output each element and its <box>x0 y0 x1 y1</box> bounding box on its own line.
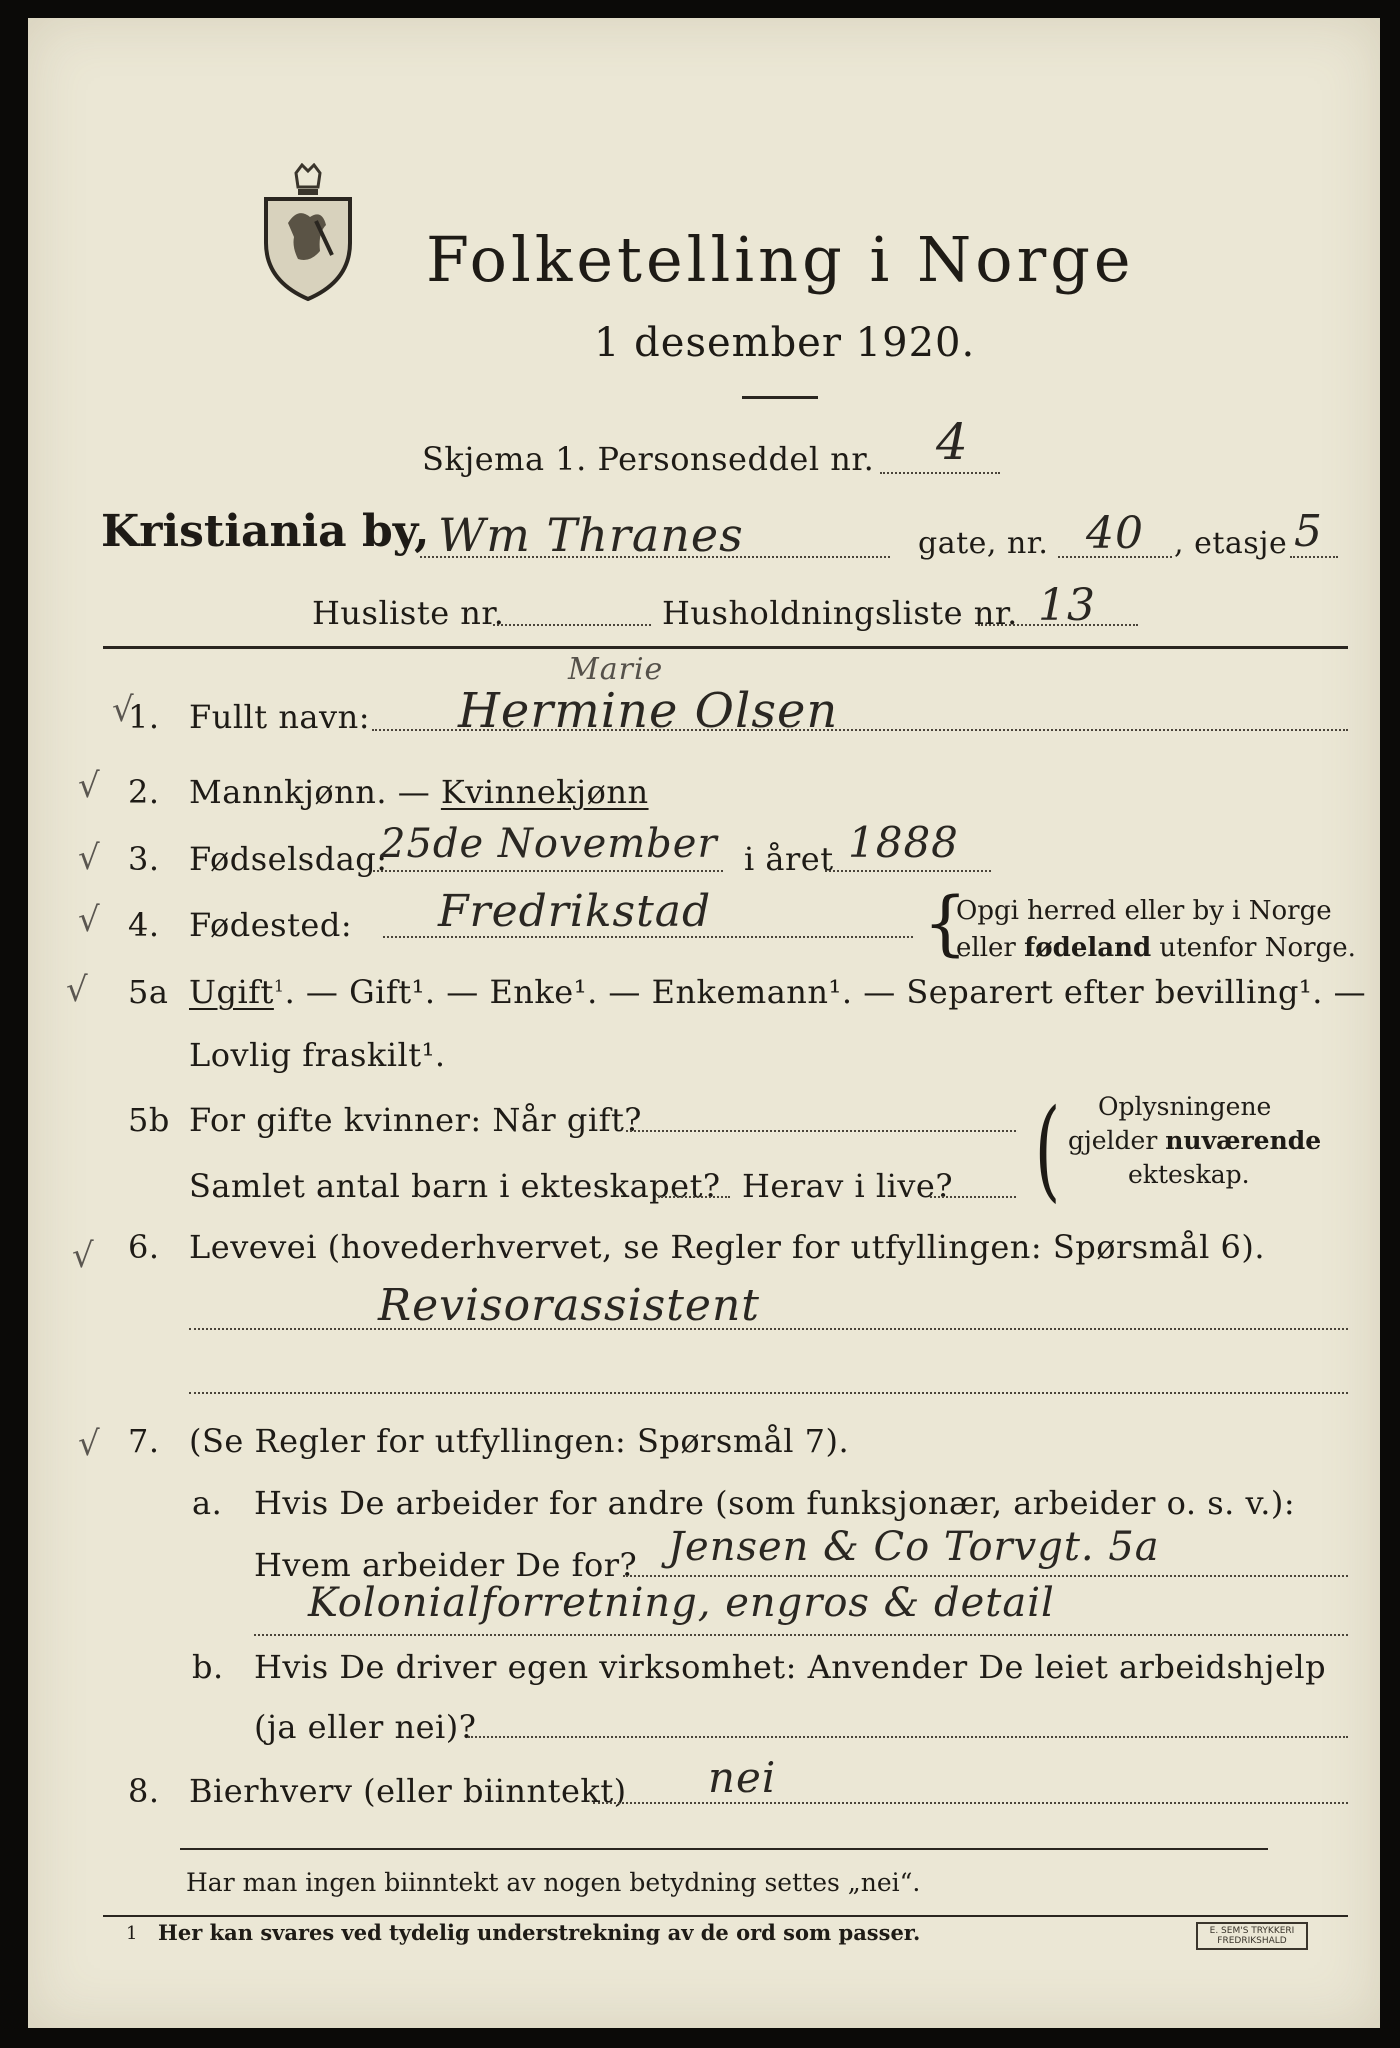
q5a-number: 5a <box>128 973 169 1011</box>
q6-label: Levevei (hovederhvervet, se Regler for utfyllingen: Spørsmål 6). <box>189 1228 1266 1266</box>
check-mark-q5a: √ <box>66 970 88 1010</box>
check-mark-q3: √ <box>78 838 100 878</box>
check-mark-q4: √ <box>78 900 100 940</box>
q5b-children-line <box>658 1196 730 1198</box>
q7b-label2: (ja eller nei)? <box>254 1708 477 1746</box>
q1-label: Fullt navn: <box>189 698 370 736</box>
city-label: Kristiania by, <box>101 506 430 557</box>
q8-label: Bierhverv (eller biinntekt) <box>189 1772 627 1810</box>
q4-note-line1: Opgi herred eller by i Norge <box>956 896 1332 926</box>
q7b-label: Hvis De driver egen virksomhet: Anvender De leiet arbeidshjelp <box>254 1648 1327 1686</box>
husliste-line <box>493 624 651 626</box>
stamp-line1: E. SEM'S TRYKKERI <box>1209 1926 1295 1936</box>
q2-options <box>189 773 649 811</box>
q3-year-line <box>825 870 991 872</box>
option-others: . — Gift¹. — Enke¹. — Enkemann¹. — Separert efter bevilling¹. — <box>284 973 1367 1011</box>
q8-value: nei <box>708 1753 777 1802</box>
q6-line2 <box>189 1392 1348 1394</box>
q3-year: 1888 <box>848 818 959 867</box>
q7a-number: a. <box>192 1484 223 1522</box>
q4-note-fodeland: fødeland <box>1024 933 1152 963</box>
q2-separator: . — <box>376 773 431 811</box>
q7b-line <box>468 1736 1348 1738</box>
q5b-note-line2 <box>1068 1126 1321 1155</box>
q5b-alive-line <box>930 1196 1016 1198</box>
q4-value: Fredrikstad <box>438 886 712 937</box>
header-divider <box>103 646 1348 649</box>
footer-note: Har man ingen biinntekt av nogen betydning settes „nei“. <box>186 1868 921 1897</box>
q4-label: Fødested: <box>189 906 353 944</box>
q7a-label2: Hvem arbeider De for? <box>254 1546 638 1584</box>
footnote-text: Her kan svares ved tydelig understrekning av de ord som passer. <box>158 1920 921 1945</box>
husliste-label: Husliste nr. <box>312 594 505 632</box>
etasje-label: , etasje <box>1174 526 1288 561</box>
q5b-label-alive: Herav i live? <box>742 1167 954 1205</box>
q7a-line2 <box>254 1634 1348 1636</box>
check-mark-q7: √ <box>78 1424 100 1464</box>
q8-number: 8. <box>128 1772 160 1810</box>
etasje-value: 5 <box>1294 506 1323 557</box>
q5b-note-gjelder: gjelder <box>1068 1126 1166 1155</box>
street-value: Wm Thranes <box>438 508 744 562</box>
q7a-label: Hvis De arbeider for andre (som funksjonær, arbeider o. s. v.): <box>254 1484 1296 1522</box>
q1-value: Hermine Olsen <box>458 683 839 739</box>
q5b-label-children: Samlet antal barn i ekteskapet? <box>189 1167 721 1205</box>
gate-number: 40 <box>1086 508 1144 559</box>
coat-of-arms-icon <box>258 163 358 303</box>
schema-number-line <box>880 472 1000 474</box>
printer-stamp <box>1196 1922 1308 1950</box>
q3-year-label: i året <box>744 840 834 878</box>
q6-number: 6. <box>128 1228 160 1266</box>
q4-number: 4. <box>128 906 160 944</box>
q1-correction: Marie <box>568 652 664 687</box>
option-kvinnekjonn: Kvinnekjønn <box>440 773 649 811</box>
schema-label: Skjema 1. Personseddel nr. <box>422 440 875 478</box>
q1-number: 1. <box>128 698 160 736</box>
check-mark-q6: √ <box>72 1236 94 1276</box>
q7b-number: b. <box>192 1648 224 1686</box>
q4-note-brace: { <box>923 882 968 964</box>
footnote-number: 1 <box>126 1923 138 1944</box>
q6-line1 <box>189 1328 1348 1330</box>
footnote-divider <box>103 1915 1348 1917</box>
q3-date-line <box>373 870 723 872</box>
q4-note-line2 <box>956 933 1356 963</box>
q5b-married-line <box>626 1130 1016 1132</box>
q3-value: 25de November <box>380 821 718 867</box>
option-ugift: Ugift <box>189 973 274 1011</box>
schema-number: 4 <box>936 413 969 471</box>
q6-value: Revisorassistent <box>378 1280 760 1331</box>
footer-divider <box>180 1848 1268 1850</box>
ugift-footnote-mark: 1 <box>273 976 285 996</box>
q5b-note-nuvaerende: nuværende <box>1165 1126 1322 1155</box>
q5a-options <box>189 973 1366 1011</box>
q4-note-eller: eller <box>956 933 1025 963</box>
q5a-line2: Lovlig fraskilt¹. <box>189 1036 446 1074</box>
q3-number: 3. <box>128 840 160 878</box>
husholdning-number: 13 <box>1038 580 1096 631</box>
q5b-number: 5b <box>128 1101 170 1139</box>
q7-label: (Se Regler for utfyllingen: Spørsmål 7). <box>189 1422 850 1460</box>
husholdning-label: Husholdningsliste nr. <box>662 594 1018 632</box>
check-mark-q2: √ <box>78 766 100 806</box>
q7-number: 7. <box>128 1422 160 1460</box>
gate-label: gate, nr. <box>918 526 1049 561</box>
form-title: Folketelling i Norge <box>426 223 1135 296</box>
title-divider <box>742 396 818 399</box>
q5b-note-line1: Oplysningene <box>1098 1092 1272 1121</box>
census-form-sheet <box>28 18 1380 2028</box>
q7a-value: Jensen & Co Torvgt. 5a <box>668 1524 1160 1570</box>
q7a-value2: Kolonialforretning, engros & detail <box>308 1580 1055 1626</box>
q3-label: Fødselsdag: <box>189 840 388 878</box>
form-date: 1 desember 1920. <box>594 320 976 366</box>
q4-note-utenfor: utenfor Norge. <box>1151 933 1356 963</box>
q8-line <box>593 1802 1348 1804</box>
q2-number: 2. <box>128 773 160 811</box>
q5b-label-married: For gifte kvinner: Når gift? <box>189 1101 642 1139</box>
q5b-note-line3: ekteskap. <box>1128 1160 1250 1189</box>
check-mark-q1: √ <box>112 690 134 730</box>
stamp-line2: FREDRIKSHALD <box>1217 1936 1287 1946</box>
q5b-note-brace: ( <box>1034 1085 1061 1213</box>
option-mannkjonn: Mannkjønn <box>189 773 377 811</box>
q7a-line1 <box>623 1575 1348 1577</box>
